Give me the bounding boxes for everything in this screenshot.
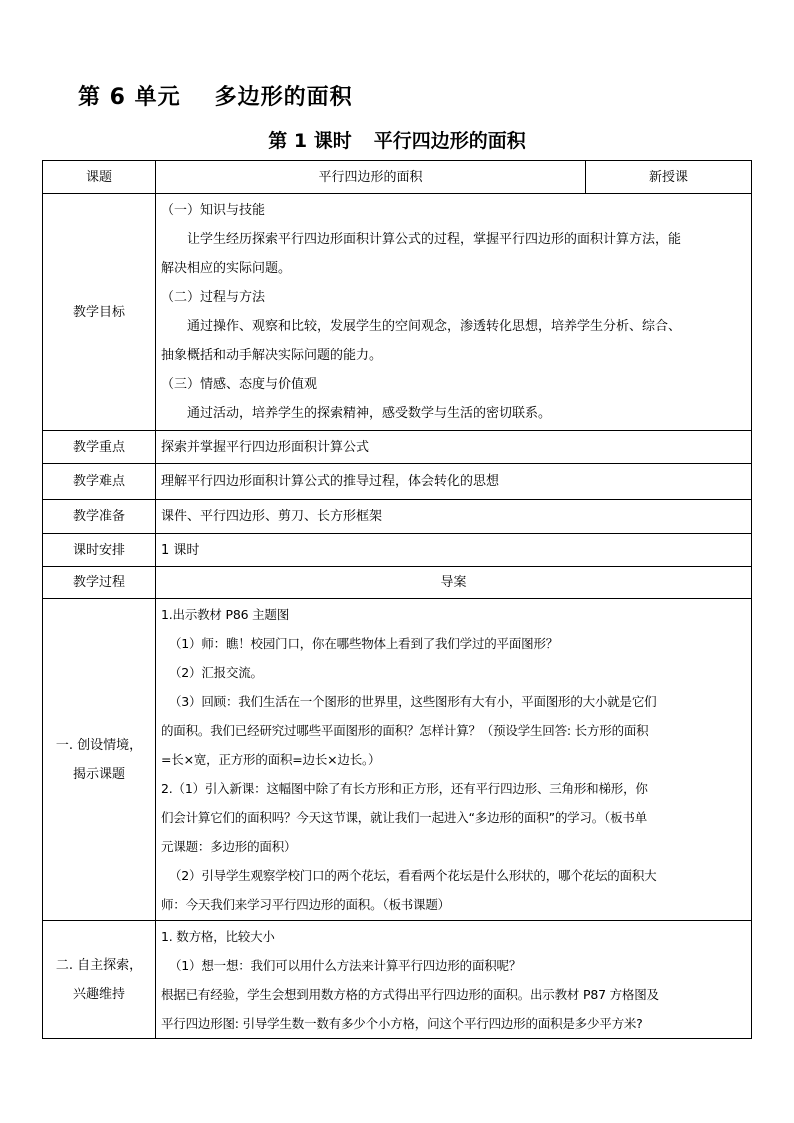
process-label: 教学过程 (43, 567, 156, 599)
section1-label (43, 599, 156, 921)
lesson-name: 平行四边形的面积 (373, 130, 526, 152)
focus-label: 教学重点 (43, 431, 156, 464)
section1-line: （2）引导学生观察学校门口的两个花坛，看看两个花坛是什么形状的，哪个花坛的面积大 (169, 868, 657, 883)
section1-line: （3）回顾：我们生活在一个图形的世界里，这些图形有大有小，平面图形的大小就是它们 (169, 694, 657, 709)
topic-label: 课题 (43, 161, 156, 194)
section2-line: 平行四边形图: 引导学生数一数有多少个小方格，问这个平行四边形的面积是多少平方米? (161, 1015, 643, 1031)
goals-content (156, 194, 752, 431)
lesson-type: 新授课 (586, 161, 752, 194)
section1-line: =长×宽，正方形的面积=边长×边长。） (161, 752, 381, 767)
section2-label-line2: 兴趣维持 (72, 986, 125, 1002)
section1-line: 2.（1）引入新课：这幅图中除了有长方形和正方形，还有平行四边形、三角形和梯形，你 (161, 781, 648, 796)
topic-row (43, 161, 752, 194)
focus-value: 探索并掌握平行四边形面积计算公式 (156, 431, 752, 464)
section2-label-line1: 二. 自主探索， (55, 957, 143, 973)
section1-line: 师：今天我们来学习平行四边形的面积。（板书课题） (161, 897, 450, 912)
section2-line: （1）想一想：我们可以用什么方法来计算平行四边形的面积呢？ (169, 957, 522, 973)
section1-line: （1）师：瞧！校园门口，你在哪些物体上看到了我们学过的平面图形？ (169, 636, 559, 651)
section1-label-line1: 一. 创设情境， (55, 737, 143, 753)
goals-row (43, 194, 752, 431)
section1-line: 的面积。我们已经研究过哪些平面图形的面积？怎样计算？（预设学生回答: 长方形的面积 (161, 723, 649, 738)
section2-content (156, 921, 752, 1039)
goal-heading: （一）知识与技能 (161, 203, 266, 218)
section1-line: 元课题：多边形的面积） (161, 839, 297, 854)
goal-text: 通过活动，培养学生的探索精神，感受数学与生活的密切联系。 (187, 406, 552, 421)
process-head: 导案 (156, 567, 752, 599)
unit-title (78, 80, 353, 111)
goals-label: 教学目标 (43, 194, 156, 431)
goal-text: 解决相应的实际问题。 (161, 261, 292, 276)
section1-line: 们会计算它们的面积吗？今天这节课，就让我们一起进入“多边形的面积”的学习。（板书单 (161, 810, 648, 825)
goal-heading: （三）情感、态度与价值观 (161, 377, 318, 392)
section2-line: 根据已有经验，学生会想到用数方格的方式得出平行四边形的面积。出示教材 P87 方格图及 (161, 986, 659, 1002)
lesson-plan-table (42, 160, 752, 1039)
section1-content (156, 599, 752, 921)
focus-row (43, 431, 752, 464)
goal-text: 通过操作、观察和比较，发展学生的空间观念，渗透转化思想，培养学生分析、综合、 (187, 319, 682, 334)
prep-value: 课件、平行四边形、剪刀、长方形框架 (156, 500, 752, 534)
difficulty-value: 理解平行四边形面积计算公式的推导过程，体会转化的思想 (156, 464, 752, 500)
hours-value: 1 课时 (156, 534, 752, 567)
section2-label (43, 921, 156, 1039)
hours-row (43, 534, 752, 567)
section1-label-line2: 揭示课题 (72, 766, 125, 782)
lesson-number: 第 1 课时 (268, 130, 352, 152)
prep-row (43, 500, 752, 534)
goal-heading: （二）过程与方法 (161, 290, 266, 305)
unit-number: 第 6 单元 (78, 85, 181, 110)
process-header-row (43, 567, 752, 599)
topic-value: 平行四边形的面积 (156, 161, 586, 194)
difficulty-label: 教学难点 (43, 464, 156, 500)
section2-row (43, 921, 752, 1039)
difficulty-row (43, 464, 752, 500)
lesson-title (0, 126, 794, 153)
section1-line: （2）汇报交流。 (169, 665, 263, 680)
section1-line: 1.出示教材 P86 主题图 (161, 607, 290, 622)
goal-text: 让学生经历探索平行四边形面积计算公式的过程，掌握平行四边形的面积计算方法，能 (187, 232, 682, 247)
goal-text: 抽象概括和动手解决实际问题的能力。 (161, 348, 383, 363)
section2-line: 1. 数方格，比较大小 (161, 928, 275, 944)
hours-label: 课时安排 (43, 534, 156, 567)
section1-row (43, 599, 752, 921)
unit-name: 多边形的面积 (214, 85, 353, 110)
prep-label: 教学准备 (43, 500, 156, 534)
